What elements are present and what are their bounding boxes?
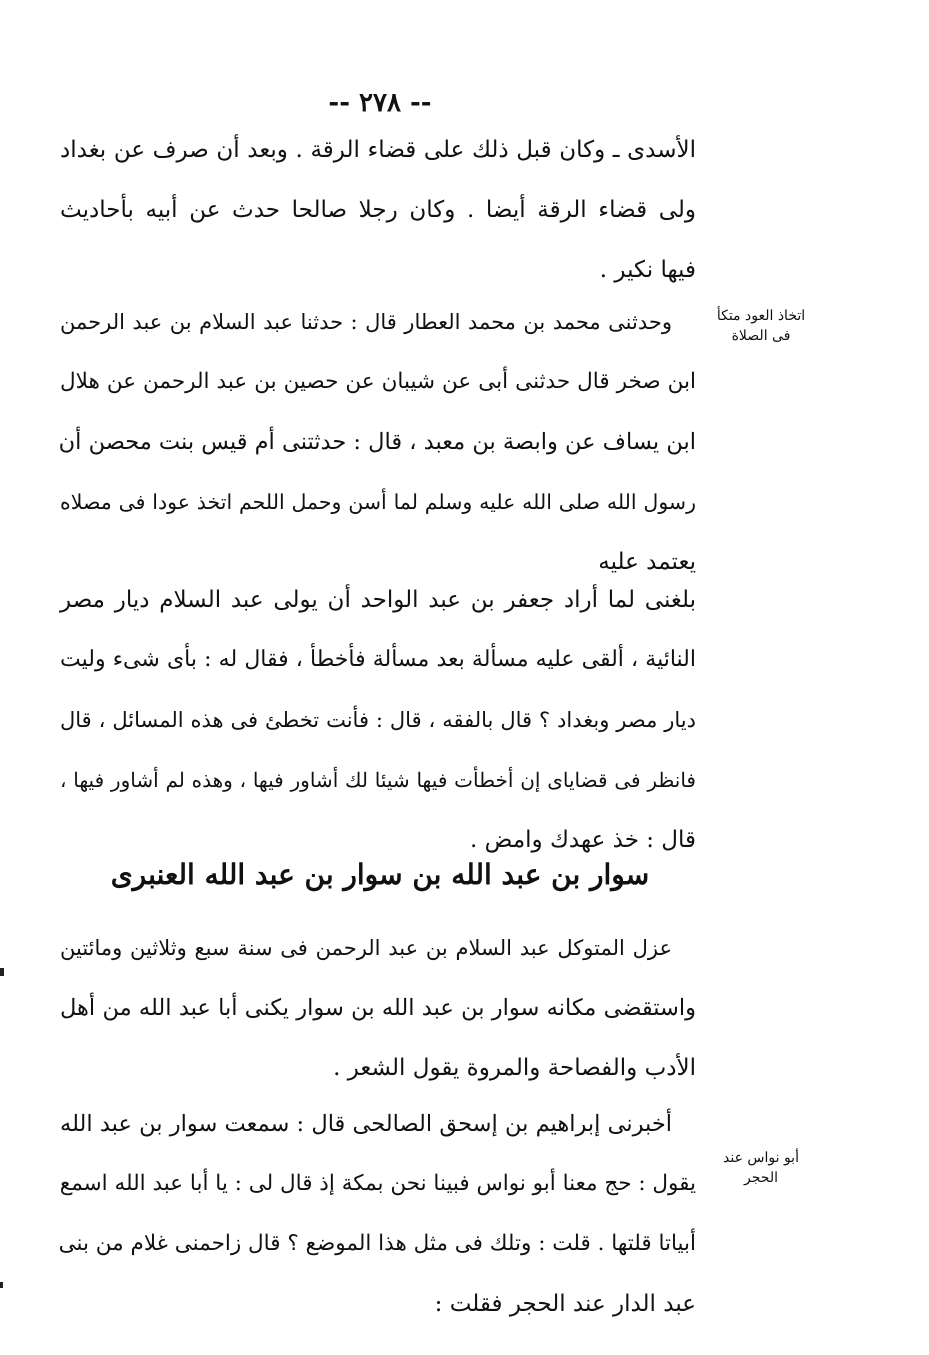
text-line: الأسدى ـ وكان قبل ذلك على قضاء الرقة . وبعد أن صرف عن بغداد (60, 137, 696, 163)
text-line: واستقضى مكانه سوار بن عبد الله بن سوار يكنى أبا عبد الله من أهل (60, 995, 696, 1021)
text-line: يعتمد عليه (598, 549, 696, 575)
paragraph-5 (60, 1094, 696, 1334)
text-line: أخبرنى إبراهيم بن إسحق الصالحى قال : سمعت سوار بن عبد الله (60, 1111, 672, 1137)
paragraph-3 (60, 570, 696, 870)
paragraph-4 (60, 918, 696, 1098)
text-line: قال : خذ عهدك وامض . (470, 827, 696, 853)
margin-note-abu-nuwas: أبو نواس عند الحجر (723, 1150, 799, 1186)
text-line: ولى قضاء الرقة أيضا . وكان رجلا صالحا حدث عن أبيه بأحاديث (60, 197, 696, 223)
paragraph-1 (60, 120, 696, 300)
section-heading: سوار بن عبد الله بن سوار بن عبد الله العنبرى (110, 858, 650, 891)
text-line: النائية ، ألقى عليه مسألة بعد مسألة فأخطأ ، فقال له : بأى شىء وليت (60, 647, 696, 672)
page-number: -- ٢٧٨ -- (328, 88, 432, 118)
text-line: عبد الدار عند الحجر فقلت : (434, 1291, 696, 1317)
margin-note-wooden-staff: اتخاذ العود متكأ فى الصلاة (716, 308, 806, 344)
text-line: رسول الله صلى الله عليه وسلم لما أسن وحمل اللحم اتخذ عودا فى مصلاه (60, 490, 696, 514)
text-line: فانظر فى قضاياى إن أخطأت فيها شيئا لك أشاور فيها ، وهذه لم أشاور فيها ، (60, 768, 696, 792)
text-line: ديار مصر وبغداد ؟ قال بالفقه ، قال : فأنت تخطئ فى هذه المسائل ، قال (60, 708, 696, 732)
text-line: وحدثنى محمد بن محمد العطار قال : حدثنا عبد السلام بن عبد الرحمن (60, 310, 672, 334)
text-line: الأدب والفصاحة والمروة يقول الشعر . (333, 1055, 696, 1081)
text-line: ابن يساف عن وابصة بن معبد ، قال : حدثتنى أم قيس بنت محصن أن (58, 429, 696, 455)
text-line: فيها نكير . (599, 257, 696, 283)
scan-mark (0, 968, 4, 976)
text-line: بلغنى لما أراد جعفر بن عبد الواحد أن يولى عبد السلام ديار مصر (60, 587, 696, 613)
scan-mark (0, 1282, 3, 1288)
text-line: ابن صخر قال حدثنى أبى عن شيبان عن حصين بن عبد الرحمن عن هلال (60, 369, 696, 394)
text-line: أبياتا قلتها . قلت : وتلك فى مثل هذا الموضع ؟ قال زاحمنى غلام من بنى (58, 1231, 696, 1256)
text-line: يقول : حج معنا أبو نواس فبينا نحن بمكة إذ قال لى : يا أبا عبد الله اسمع (59, 1171, 696, 1196)
text-line: عزل المتوكل عبد السلام بن عبد الرحمن فى سنة سبع وثلاثين ومائتين (60, 936, 672, 960)
paragraph-2 (60, 292, 696, 592)
